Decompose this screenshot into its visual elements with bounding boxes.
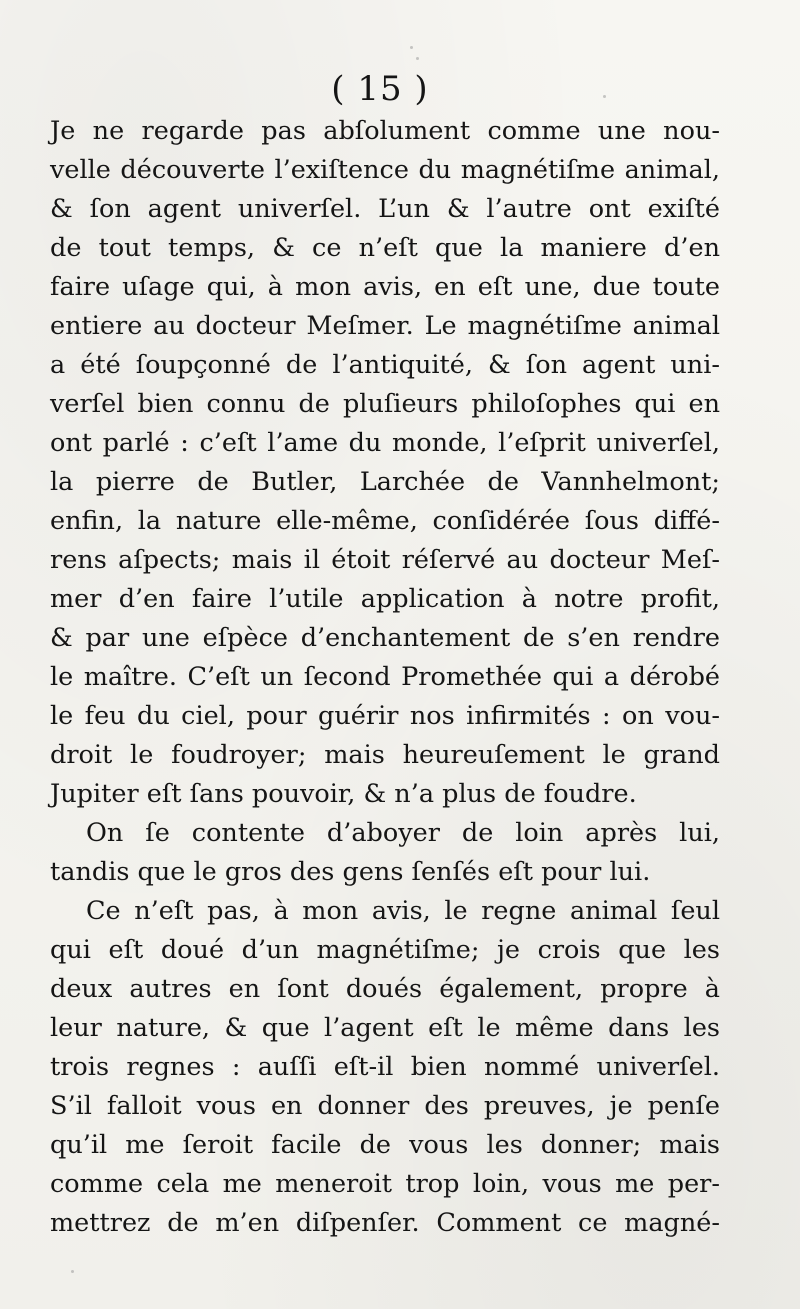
text-line: & par une eſpèce d’enchantement de s’en rendre bbox=[50, 623, 720, 653]
text-line: tandis que le gros des gens ſenſés eſt pour lui. bbox=[50, 857, 651, 887]
text-line: mettrez de m’en diſpenſer. Comment ce magné- bbox=[50, 1208, 720, 1238]
text-line: deux autres en ſont doués également, propre à bbox=[50, 974, 720, 1004]
text-line: a été ſoupçonné de l’antiquité, & ſon agent uni- bbox=[50, 350, 720, 380]
text-line: velle découverte l’exiſtence du magnétiſme animal, bbox=[50, 155, 720, 185]
paper-speck bbox=[416, 57, 419, 60]
text-line: comme cela me meneroit trop loin, vous me per- bbox=[50, 1169, 720, 1199]
text-line: droit le foudroyer; mais heureuſement le grand bbox=[50, 740, 720, 770]
text-line: la pierre de Butler, Larchée de Vannhelmont; bbox=[50, 467, 720, 497]
text-line: le feu du ciel, pour guérir nos infirmités : on vou- bbox=[50, 701, 720, 731]
text-line: entiere au docteur Meſmer. Le magnétiſme animal bbox=[50, 311, 720, 341]
text-line: faire uſage qui, à mon avis, en eſt une, due toute bbox=[50, 272, 720, 302]
text-line: le maître. C’eſt un ſecond Promethée qui a dérobé bbox=[50, 662, 720, 692]
text-line: S’il falloit vous en donner des preuves, je penſe bbox=[50, 1091, 720, 1121]
paper-speck bbox=[603, 95, 606, 98]
text-line: mer d’en faire l’utile application à notre profit, bbox=[50, 584, 720, 614]
text-line: On ſe contente d’aboyer de loin après lui, bbox=[86, 818, 720, 848]
text-line: Jupiter eſt ſans pouvoir, & n’a plus de foudre. bbox=[50, 779, 637, 809]
text-line: rens aſpects; mais il étoit réſervé au docteur Meſ- bbox=[50, 545, 720, 575]
text-line: ont parlé : c’eſt l’ame du monde, l’eſprit univerſel, bbox=[50, 428, 720, 458]
text-line: Je ne regarde pas abſolument comme une nou- bbox=[50, 116, 720, 146]
text-line: & ſon agent univerſel. L’un & l’autre ont exiſté bbox=[50, 194, 720, 224]
paper-speck bbox=[71, 1270, 74, 1273]
text-line: leur nature, & que l’agent eſt le même dans les bbox=[50, 1013, 720, 1043]
text-line: Ce n’eſt pas, à mon avis, le regne animal ſeul bbox=[86, 896, 720, 926]
text-line: qui eſt doué d’un magnétiſme; je crois que les bbox=[50, 935, 720, 965]
paper-speck bbox=[410, 46, 413, 49]
text-line: qu’il me ſeroit facile de vous les donner; mais bbox=[50, 1130, 720, 1160]
text-line: de tout temps, & ce n’eſt que la maniere d’en bbox=[50, 233, 720, 263]
body-text bbox=[50, 112, 720, 1243]
text-line: enfin, la nature elle-même, conſidérée ſous diffé- bbox=[50, 506, 720, 536]
page-number: ( 15 ) bbox=[331, 69, 429, 109]
text-line: trois regnes : auſſi eſt-il bien nommé univerſel. bbox=[50, 1052, 720, 1082]
text-line: verſel bien connu de pluſieurs philoſophes qui en bbox=[50, 389, 720, 419]
